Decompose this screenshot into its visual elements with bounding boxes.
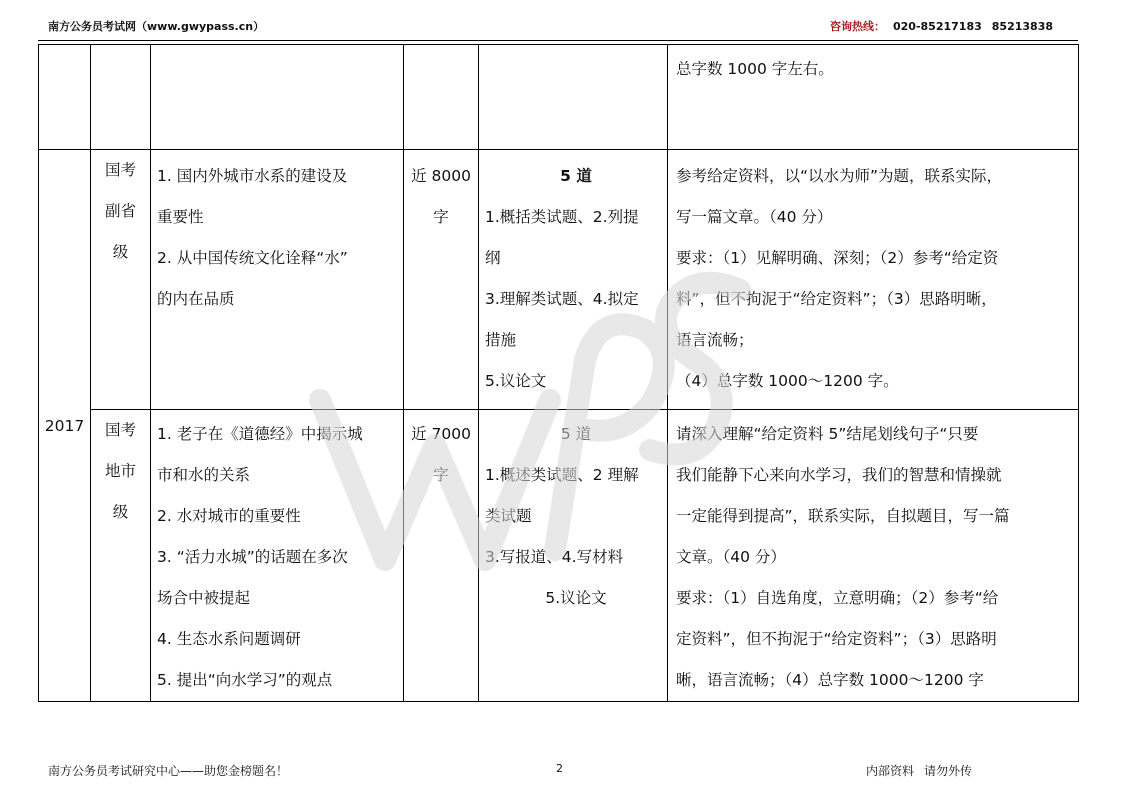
question-line: 1.概括类试题、2.列提 <box>485 208 639 226</box>
question-cell-empty <box>479 45 668 150</box>
topic-line: 1. 国内外城市水系的建设及 <box>157 167 348 185</box>
topic-line: 场合中被提起 <box>157 589 251 607</box>
year-cell-empty <box>39 45 91 150</box>
footer-note <box>866 762 982 779</box>
topic-line: 3. “活力水城”的话题在多次 <box>157 548 348 566</box>
level-cell <box>91 150 151 410</box>
topic-cell-empty <box>151 45 404 150</box>
topic-line: 重要性 <box>157 208 204 226</box>
level-cell-empty <box>91 45 151 150</box>
level-line: 级 <box>112 243 129 261</box>
question-line: 类试题 <box>485 507 532 525</box>
topic-cell <box>151 150 404 410</box>
length-line: 近 8000 <box>411 167 471 185</box>
question-cell <box>479 410 668 702</box>
topic-cell <box>151 410 404 702</box>
table-row <box>39 45 1079 150</box>
essay-line: 我们能静下心来向水学习，我们的智慧和情操就 <box>676 466 1002 484</box>
footer-slogan: 南方公务员考试研究中心——助您金榜题名！ <box>48 764 289 778</box>
level-line: 地市 <box>104 462 136 480</box>
length-cell-empty <box>404 45 479 150</box>
footer-note-2: 请勿外传 <box>924 764 973 778</box>
hotline-phone-1: 020-85217183 <box>893 20 982 33</box>
essay-line: 语言流畅； <box>676 331 754 349</box>
level-line: 国考 <box>104 421 136 439</box>
question-line: 纲 <box>485 249 501 267</box>
topic-line: 市和水的关系 <box>157 466 251 484</box>
length-line: 字 <box>433 466 449 484</box>
question-line: 3.理解类试题、4.拟定 <box>485 290 639 308</box>
footer-note-1: 内部资料 <box>866 764 915 778</box>
length-line: 字 <box>433 208 449 226</box>
length-line: 近 7000 <box>411 425 471 443</box>
length-cell <box>404 410 479 702</box>
essay-line: 请深入理解“给定资料 5”结尾划线句子“只要 <box>676 425 979 443</box>
table-row <box>39 410 1079 702</box>
essay-line: 总字数 1000 字左右。 <box>676 60 834 78</box>
level-line: 国考 <box>104 161 136 179</box>
hotline-phone-2: 85213838 <box>991 20 1053 33</box>
essay-cell <box>668 45 1079 150</box>
essay-cell <box>668 150 1079 410</box>
question-count: 5 道 <box>560 425 592 443</box>
level-line: 副省 <box>104 202 136 220</box>
header-hotline <box>830 18 1063 34</box>
question-count: 5 道 <box>560 167 592 185</box>
question-line: 5.议论文 <box>545 589 607 607</box>
essay-line: 料”，但不拘泥于“给定资料”；（3）思路明晰， <box>676 290 997 308</box>
question-line: 3.写报道、4.写材料 <box>485 548 624 566</box>
essay-line: 写一篇文章。（40 分） <box>676 208 833 226</box>
level-line: 级 <box>112 503 129 521</box>
essay-line: 文章。（40 分） <box>676 548 786 566</box>
topic-line: 4. 生态水系问题调研 <box>157 630 301 648</box>
topic-line: 2. 从中国传统文化诠释“水” <box>157 249 348 267</box>
year-cell: 2017 <box>39 150 91 702</box>
question-line: 1.概述类试题、2 理解 <box>485 466 639 484</box>
topic-line: 1. 老子在《道德经》中揭示城 <box>157 425 363 443</box>
essay-cell <box>668 410 1079 702</box>
essay-line: 参考给定资料，以“以水为师”为题，联系实际， <box>676 167 1003 185</box>
essay-line: （4）总字数 1000～1200 字。 <box>676 372 899 390</box>
header-rule <box>38 40 1078 41</box>
question-cell <box>479 150 668 410</box>
essay-line: 定资料”，但不拘泥于“给定资料”；（3）思路明 <box>676 630 997 648</box>
level-cell <box>91 410 151 702</box>
essay-line: 要求：（1）自选角度，立意明确；（2）参考“给 <box>676 589 999 607</box>
topic-line: 5. 提出“向水学习”的观点 <box>157 671 333 689</box>
page-number: 2 <box>556 762 563 775</box>
essay-line: 晰，语言流畅；（4）总字数 1000～1200 字 <box>676 671 984 689</box>
length-cell <box>404 150 479 410</box>
hotline-label: 咨询热线： <box>830 20 885 33</box>
essay-line: 一定能得到提高”，联系实际，自拟题目，写一篇 <box>676 507 1010 525</box>
table-row <box>39 150 1079 410</box>
exam-table <box>38 44 1079 702</box>
essay-line: 要求：（1）见解明确、深刻；（2）参考“给定资 <box>676 249 999 267</box>
header-site: 南方公务员考试网（www.gwypass.cn） <box>48 20 265 33</box>
topic-line: 2. 水对城市的重要性 <box>157 507 301 525</box>
question-line: 措施 <box>485 331 517 349</box>
question-line: 5.议论文 <box>485 372 547 390</box>
topic-line: 的内在品质 <box>157 290 235 308</box>
